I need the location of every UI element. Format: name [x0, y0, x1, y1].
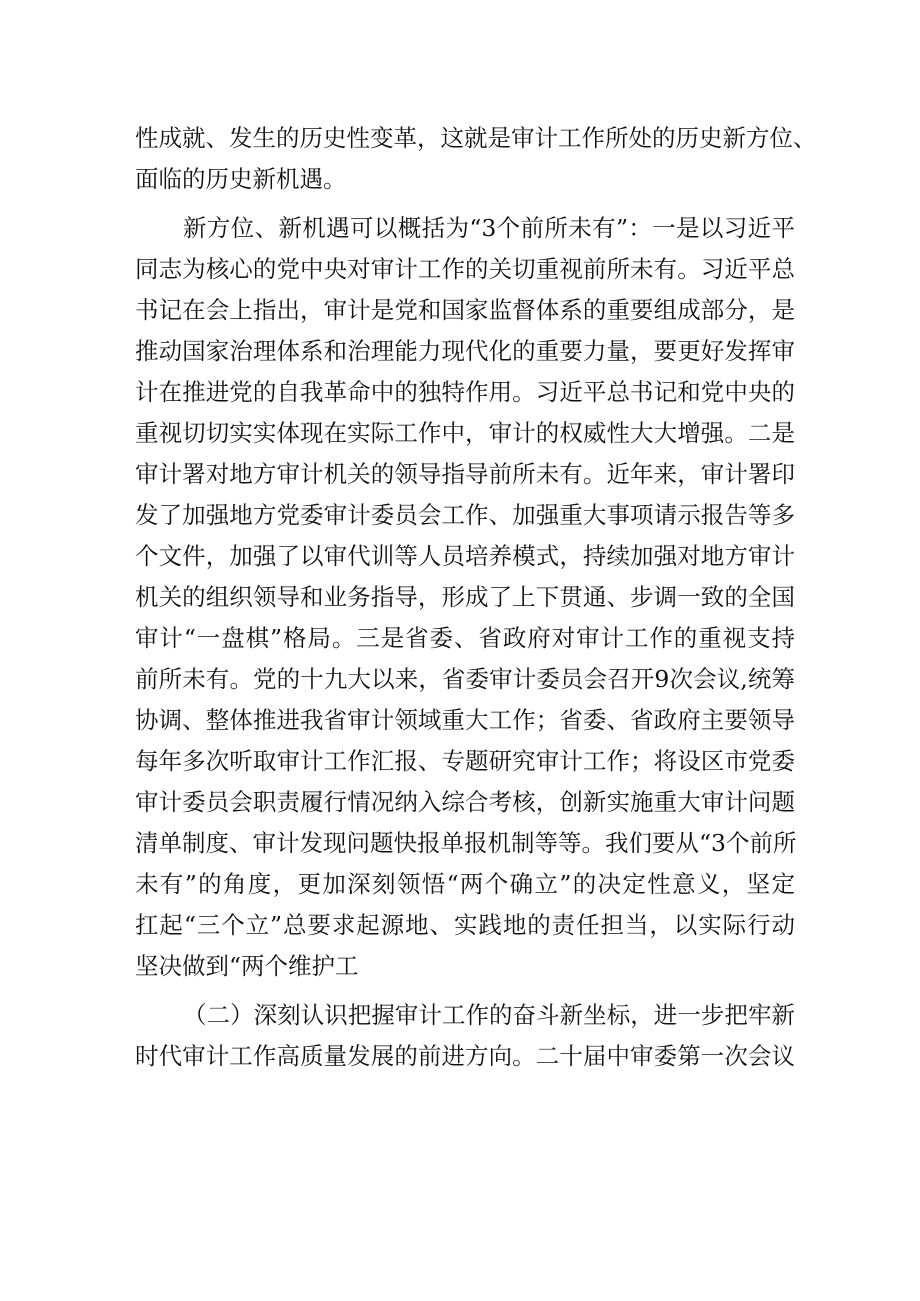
- paragraph-2-line-19: 坚决做到“两个维护工: [135, 952, 359, 980]
- paragraph-2-line-4: 推动国家治理体系和治理能力现代化的重要力量，要更好发挥审: [135, 337, 795, 365]
- paragraph-2-line-15: 审计委员会职责履行情况纳入综合考核，创新实施重大审计问题: [135, 788, 795, 816]
- paragraph-2-line-11: 审计“一盘棋”格局。三是省委、省政府对审计工作的重视支持: [135, 624, 795, 652]
- paragraph-2-line-10: 机关的组织领导和业务指导，形成了上下贯通、步调一致的全国: [135, 583, 795, 611]
- paragraph-2-line-17: 未有”的角度，更加深刻领悟“两个确立”的决定性意义，坚定: [135, 870, 795, 898]
- paragraph-3-line-2: 时代审计工作高质量发展的前进方向。二十届中审委第一次会议: [135, 1042, 795, 1070]
- paragraph-2-line-14: 每年多次听取审计工作汇报、专题研究审计工作；将设区市党委: [135, 747, 795, 775]
- paragraph-2-line-5: 计在推进党的自我革命中的独特作用。习近平总书记和党中央的: [135, 378, 795, 406]
- paragraph-2-line-9: 个文件，加强了以审代训等人员培养模式，持续加强对地方审计: [135, 542, 795, 570]
- paragraph-2-line-12: 前所未有。党的十九大以来，省委审计委员会召开9次会议,统筹: [135, 665, 795, 693]
- paragraph-1-line-1: 性成就、发生的历史性变革，这就是审计工作所处的历史新方位、: [135, 124, 817, 152]
- paragraph-2-line-1: 新方位、新机遇可以概括为“3个前所未有”：一是以习近平: [183, 214, 795, 242]
- paragraph-3-line-1: （二）深刻认识把握审计工作的奋斗新坐标，进一步把牢新: [183, 1001, 795, 1029]
- paragraph-2-line-8: 发了加强地方党委审计委员会工作、加强重大事项请示报告等多: [135, 501, 795, 529]
- paragraph-2-line-2: 同志为核心的党中央对审计工作的关切重视前所未有。习近平总: [135, 255, 795, 283]
- paragraph-2-line-18: 扛起“三个立”总要求起源地、实践地的责任担当，以实际行动: [135, 911, 795, 939]
- paragraph-2-line-6: 重视切切实实体现在实际工作中，审计的权威性大大增强。二是: [135, 419, 795, 447]
- paragraph-2-line-13: 协调、整体推进我省审计领域重大工作；省委、省政府主要领导: [135, 706, 795, 734]
- paragraph-2-line-7: 审计署对地方审计机关的领导指导前所未有。近年来，审计署印: [135, 460, 795, 488]
- paragraph-1-line-2: 面临的历史新机遇。: [135, 165, 347, 193]
- paragraph-2-line-16: 清单制度、审计发现问题快报单报机制等等。我们要从“3个前所: [135, 829, 797, 857]
- paragraph-2-line-3: 书记在会上指出，审计是党和国家监督体系的重要组成部分，是: [135, 296, 795, 324]
